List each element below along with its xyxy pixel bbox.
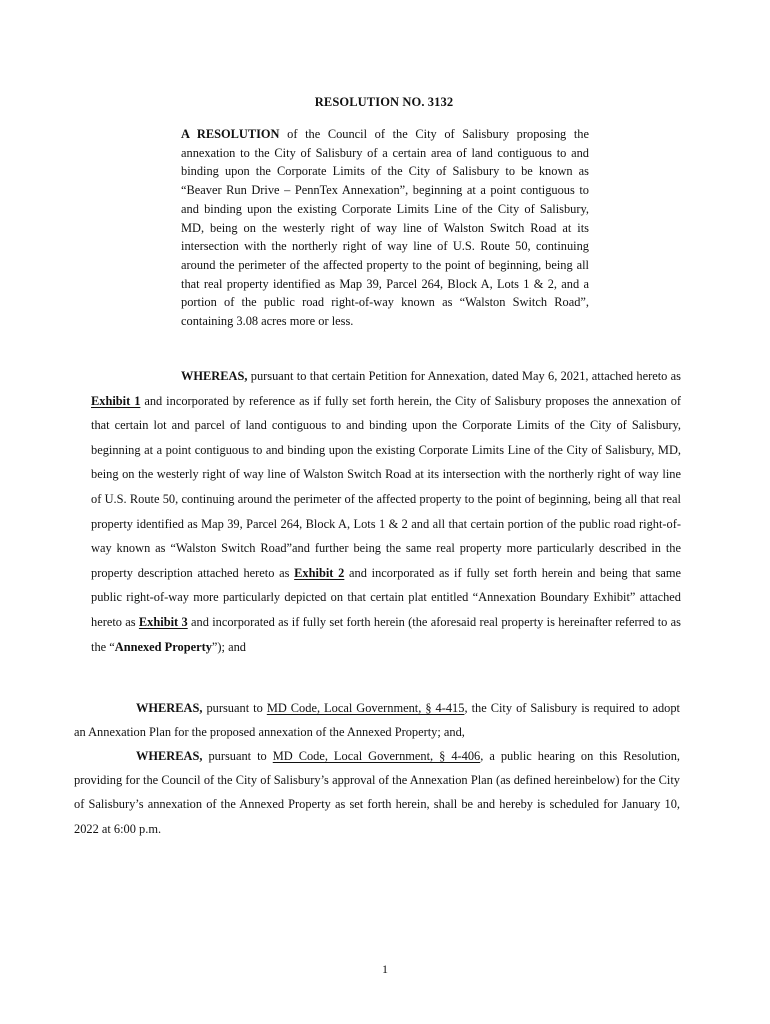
whereas-3-text-a: pursuant to xyxy=(202,749,273,763)
citation-4-415: MD Code, Local Government, § 4-415 xyxy=(266,701,465,715)
exhibit-1-reference: Exhibit 1 xyxy=(91,393,141,408)
whereas-1-text-a: pursuant to that certain Petition for Annexation, dated May 6, 2021, attached hereto as xyxy=(247,369,681,383)
whereas-lead: WHEREAS, xyxy=(136,701,203,715)
resolution-preamble xyxy=(181,125,589,331)
citation-4-406: MD Code, Local Government, § 4-406 xyxy=(272,749,481,763)
page-number: 1 xyxy=(382,962,388,976)
whereas-lead: WHEREAS, xyxy=(181,369,248,383)
exhibit-3-reference: Exhibit 3 xyxy=(138,614,188,629)
annexed-property-term: Annexed Property xyxy=(114,639,212,654)
whereas-1-text-e: ”); and xyxy=(211,639,246,654)
whereas-paragraph-1 xyxy=(91,364,681,659)
whereas-3-text-b: , a public hearing on this Resolution, providing for the Council of the City of Salisbury’s approval of the Annexation Plan (as defined hereinbelow) for the City of Salisbury’s annexation of the Annexed Property as set forth herein, shall be and hereby is scheduled for January 10, 2022 at 6:00 p.m. xyxy=(74,749,680,836)
whereas-1-text-b: and incorporated by reference as if fully set forth herein, the City of Salisbury proposes the annexation of that certain lot and parcel of land contiguous to and binding upon the Corporate Limits of the City of Salisbury, beginning at a point contiguous to and binding upon the existing Corporate Limits Line of the City of Salisbury, MD, being on the westerly right of way line of Walston Switch Road at its intersection with the northerly right of way line of U.S. Route 50, continuing around the perimeter of the affected property to the point of beginning, being all that real property identified as Map 39, Parcel 264, Block A, Lots 1 & 2 and all that certain portion of the public road right-of-way known as “Walston Switch Road”and further being the same real property more particularly described in the property description attached hereto as xyxy=(91,393,682,580)
whereas-paragraph-2 xyxy=(74,696,680,744)
whereas-lead: WHEREAS, xyxy=(136,749,203,763)
whereas-1-text-d: and incorporated as if fully set forth herein (the aforesaid real property is hereinafter referred to as the “ xyxy=(91,614,681,654)
exhibit-2-reference: Exhibit 2 xyxy=(294,565,345,580)
whereas-2-text-a: pursuant to xyxy=(202,701,267,715)
whereas-2-text-b: , the City of Salisbury is required to adopt an Annexation Plan for the proposed annexation of the Annexed Property; and, xyxy=(74,701,680,740)
whereas-1-text-c: and incorporated as if fully set forth herein and being that same public right-of-way more particularly depicted on that certain plat entitled “Annexation Boundary Exhibit” attached hereto as xyxy=(91,565,682,629)
preamble-lead: A RESOLUTION xyxy=(181,127,280,141)
preamble-text: of the Council of the City of Salisbury proposing the annexation to the City of Salisbury of a certain area of land contiguous to and binding upon the Corporate Limits of the City of Salisbury to be known as “Beaver Run Drive – PennTex Annexation”, beginning at a point contiguous to and binding upon the existing Corporate Limits Line of the City of Salisbury, MD, being on the westerly right of way line of Walston Switch Road at its intersection with the northerly right of way line of U.S. Route 50, continuing around the perimeter of the affected property to the point of beginning, being all that real property identified as Map 39, Parcel 264, Block A, Lots 1 & 2, and a portion of the public road right-of-way known as “Walston Switch Road”, containing 3.08 acres more or less. xyxy=(181,127,589,329)
whereas-paragraph-3 xyxy=(74,744,680,841)
resolution-title: RESOLUTION NO. 3132 xyxy=(314,95,454,109)
